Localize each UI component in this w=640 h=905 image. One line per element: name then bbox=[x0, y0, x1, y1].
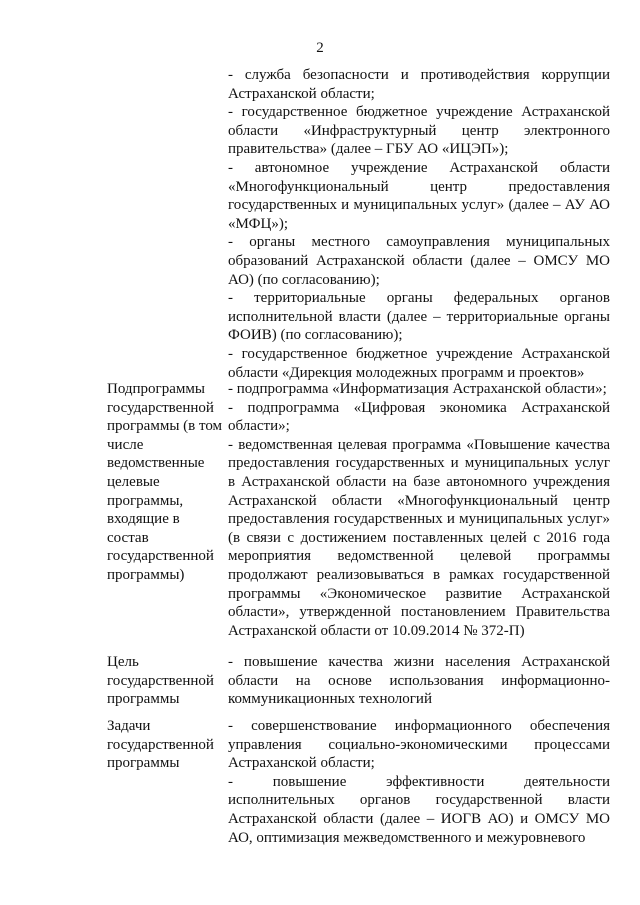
subprograms-label: Подпрограммы государственной программы (в том числе ведомственные целевые программы, входящие в состав государственной программы) bbox=[107, 381, 223, 583]
executor-item: - государственное бюджетное учреждение Астраханской области «Дирекция молодежных программ и проектов» bbox=[228, 345, 610, 381]
executor-item: - органы местного самоуправления муниципальных образований Астраханской области (далее – ОМСУ МО АО) (по согласованию); bbox=[228, 234, 610, 288]
task-item: - совершенствование информационного обеспечения управления социально-экономическими процессами Астраханской области; bbox=[228, 718, 610, 772]
page-number: 2 bbox=[316, 40, 324, 56]
tasks-label: Задачи государственной программы bbox=[107, 718, 214, 772]
goal-list bbox=[228, 653, 610, 709]
goal-item: - повышение качества жизни населения Астраханской области на основе использования информационно-коммуникационных технологий bbox=[228, 654, 610, 708]
task-item: - повышение эффективности деятельности исполнительных органов государственной власти Астраханской области (далее – ИОГВ АО) и ОМСУ МО АО, оптимизация межведомственного и межуровневого bbox=[228, 773, 610, 846]
executor-item: - служба безопасности и противодействия коррупции Астраханской области; bbox=[228, 67, 610, 102]
subprogram-item: - подпрограмма «Цифровая экономика Астраханской области»; bbox=[228, 399, 610, 435]
goal-label: Цель государственной программы bbox=[107, 654, 214, 708]
executors-list bbox=[228, 66, 610, 382]
executor-item: - автономное учреждение Астраханской области «Многофункциональный центр предоставления государственных и муниципальных услуг» (далее – АУ АО «МФЦ»); bbox=[228, 159, 610, 232]
executor-item: - государственное бюджетное учреждение Астраханской области «Инфраструктурный центр электронного правительства» (далее – ГБУ АО «ИЦЭП»); bbox=[228, 104, 610, 158]
subprogram-item: - ведомственная целевая программа «Повышение качества предоставления государственных и муниципальных услуг в Астраханской области на базе автономного учреждения Астраханской области «Многофункциональный центр предоставления государственных и муниципальных услуг» (в связи с достижением поставленных целей с 2016 года мероприятия ведомственной целевой программы продолжают реализовываться в рамках государственной программы «Экономическое развитие Астраханской области», утвержденной постановлением Правительства Астраханской области от 10.09.2014 № 372-П) bbox=[228, 436, 610, 639]
subprograms-list bbox=[228, 380, 610, 640]
tasks-list bbox=[228, 717, 610, 847]
executor-item: - территориальные органы федеральных органов исполнительной власти (далее – территориальные органы ФОИВ) (по согласованию); bbox=[228, 290, 610, 344]
subprogram-item: - подпрограмма «Информатизация Астраханской области»; bbox=[228, 381, 607, 397]
